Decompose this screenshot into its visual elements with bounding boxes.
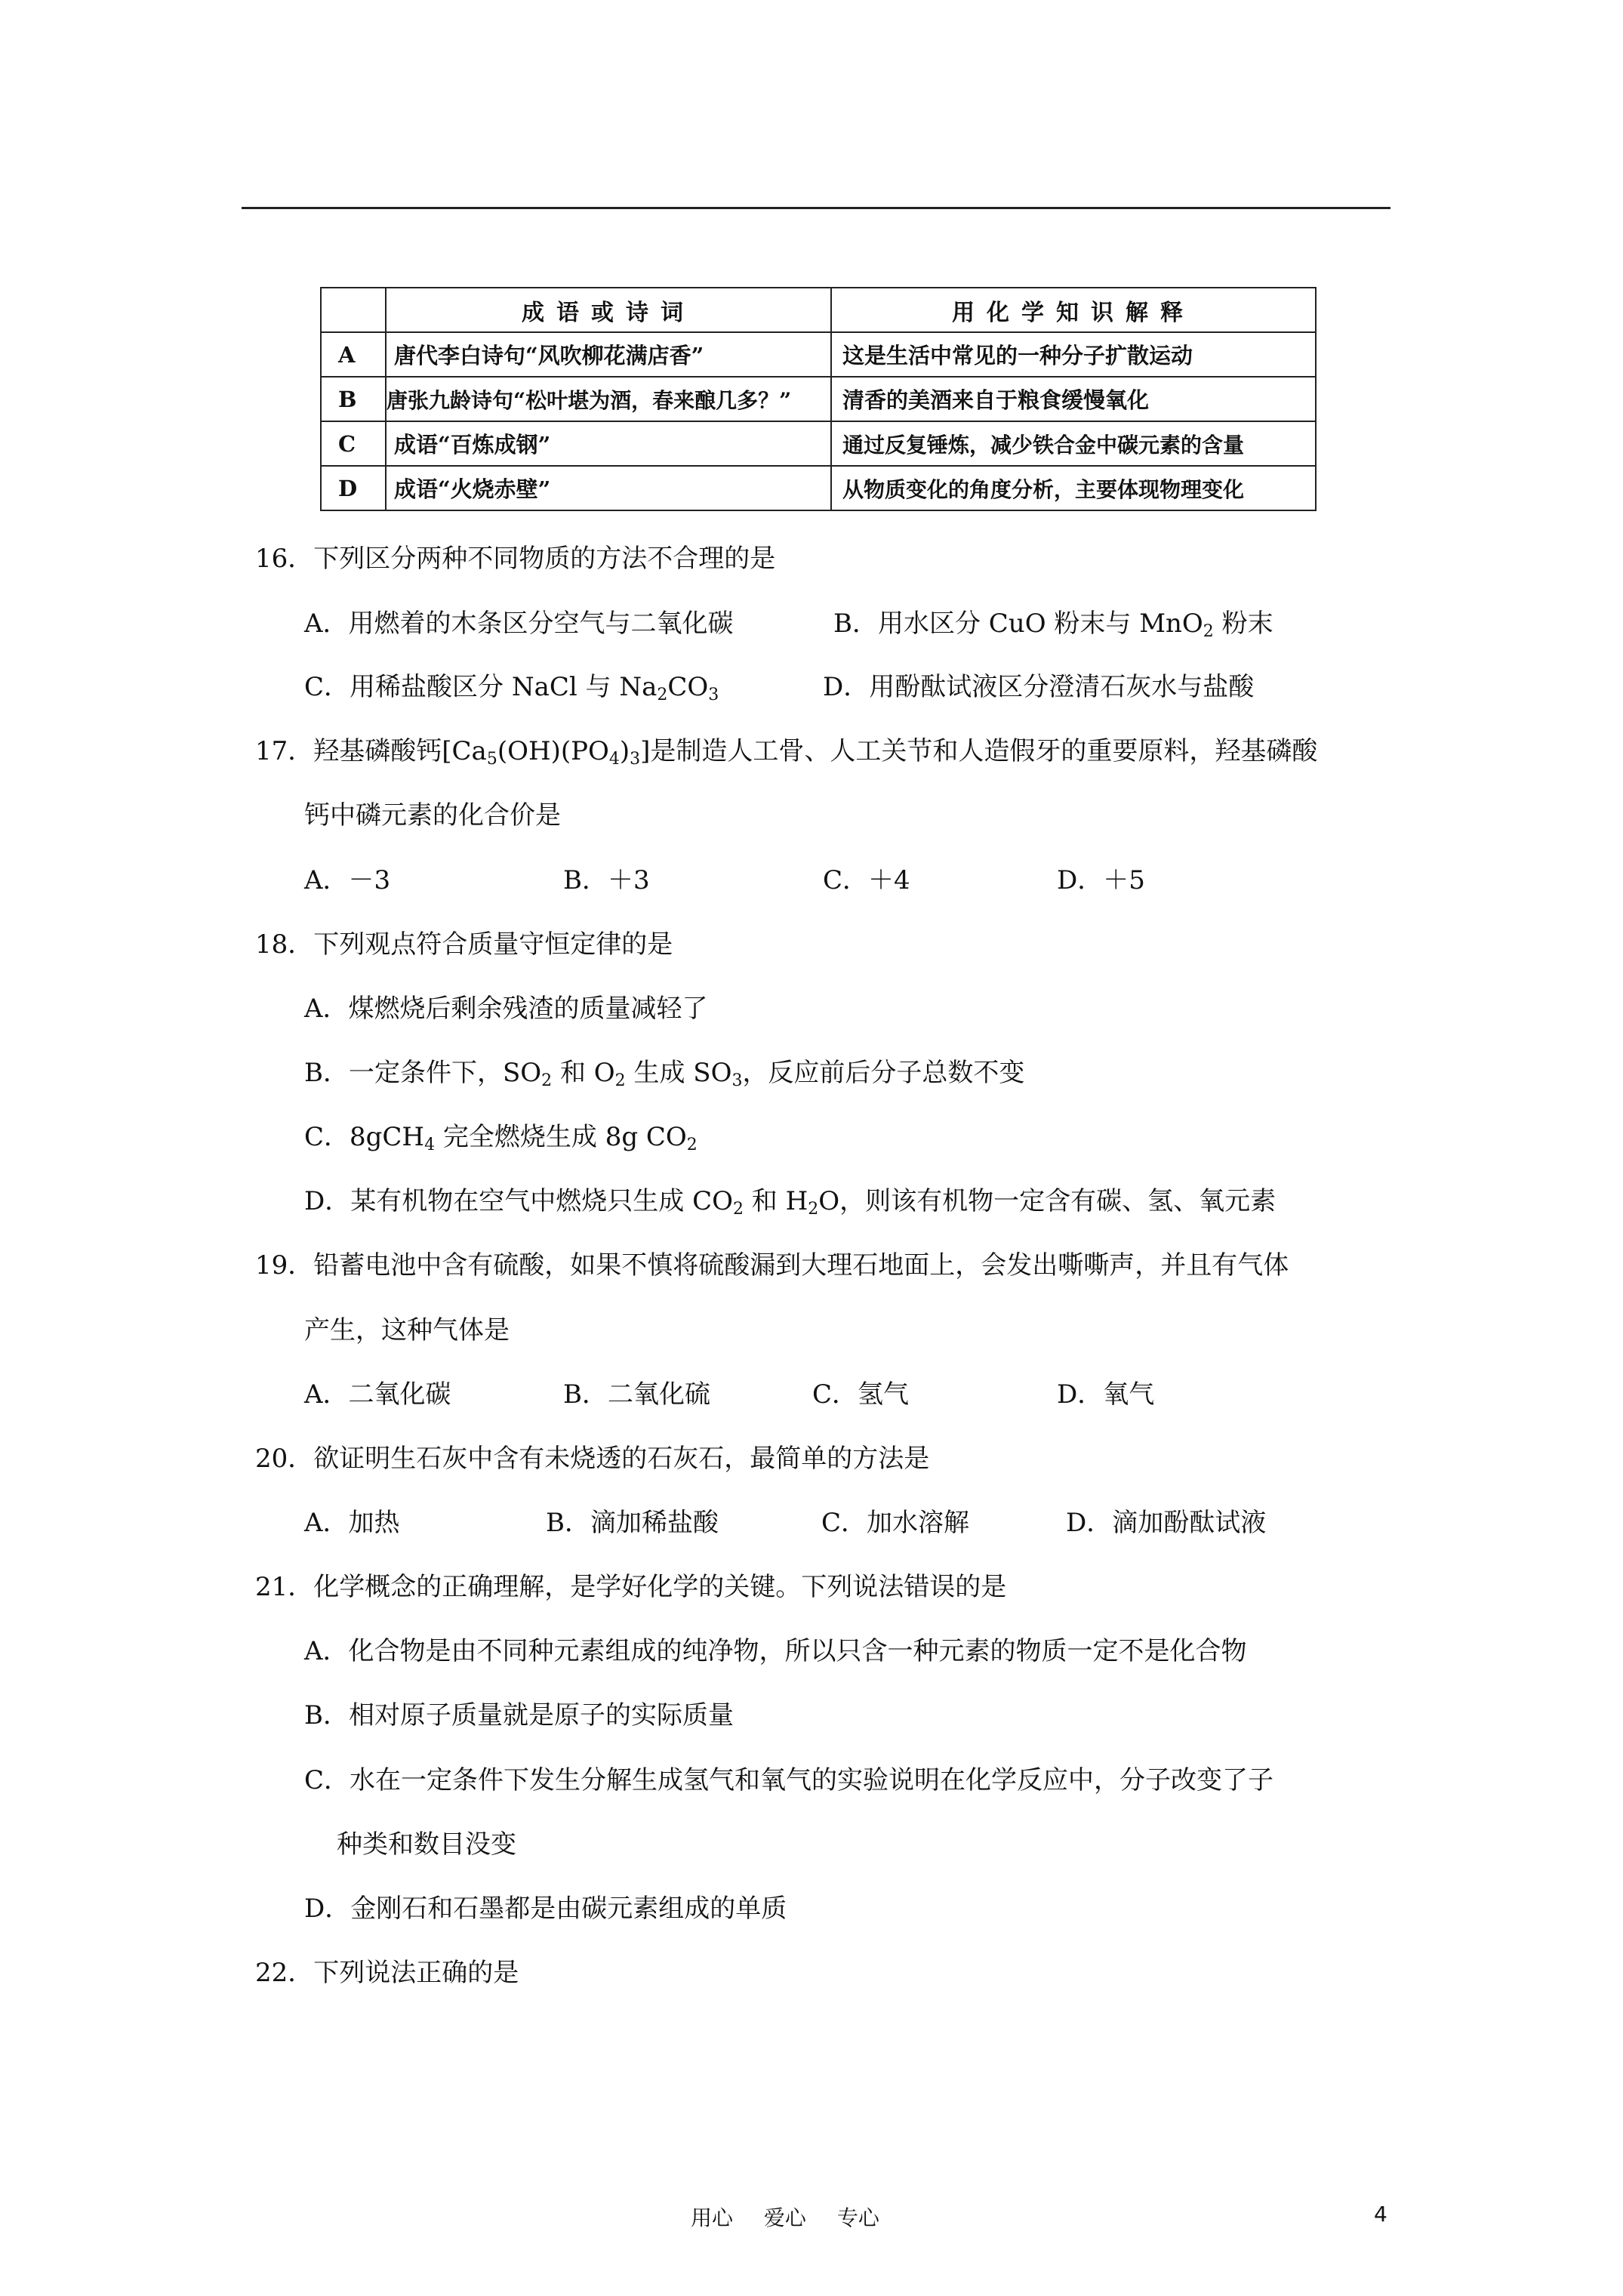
q19-option-c: C．氢气 bbox=[812, 1379, 910, 1410]
footer-text-left: 用心 bbox=[691, 2205, 734, 2230]
question-17-stem: 17．羟基磷酸钙$[Ca_5(OH)(PO_4)_3]$是制造人工骨、人工关节和人造假牙的重要原料，羟基磷酸 bbox=[255, 736, 1318, 769]
row-idiom: 唐张九龄诗句“松叶堪为酒，春来酿几多？” bbox=[386, 377, 831, 421]
q21-option-b: B．相对原子质量就是原子的实际质量 bbox=[304, 1700, 734, 1730]
q18-option-d: D．某有机物在空气中燃烧只生成 $CO_2$ 和 $H_2O$，则该有机物一定含有碳、氢、氧元素 bbox=[304, 1186, 1277, 1219]
q16-option-a: A．用燃着的木条区分空气与二氧化碳 bbox=[304, 609, 734, 639]
page-number: 4 bbox=[1374, 2202, 1387, 2227]
q19-option-b: B．二氧化硫 bbox=[563, 1379, 710, 1410]
row-idiom: 成语“百炼成钢” bbox=[386, 421, 831, 466]
question-19-stem: 19．铅蓄电池中含有硫酸，如果不慎将硫酸漏到大理石地面上，会发出嘶嘶声，并且有气体 bbox=[255, 1250, 1289, 1281]
q19-option-a: A．二氧化碳 bbox=[304, 1379, 451, 1410]
q18-option-c: C．8gCH$_4$ 完全燃烧生成 8g $CO_2$ bbox=[304, 1122, 698, 1154]
q20-option-d: D．滴加酚酞试液 bbox=[1066, 1508, 1267, 1538]
row-key: B bbox=[321, 377, 386, 421]
row-explanation: 这是生活中常见的一种分子扩散运动 bbox=[831, 332, 1316, 377]
question-21-stem: 21．化学概念的正确理解，是学好化学的关键。下列说法错误的是 bbox=[255, 1572, 1007, 1602]
q20-option-b: B．滴加稀盐酸 bbox=[546, 1508, 719, 1538]
table-row bbox=[321, 466, 1316, 510]
table-row bbox=[321, 377, 1316, 421]
row-explanation: 清香的美酒来自于粮食缓慢氧化 bbox=[831, 377, 1316, 421]
table-header-idiom: 成语或诗词 bbox=[386, 288, 831, 332]
q16-option-d: D．用酚酞试液区分澄清石灰水与盐酸 bbox=[823, 672, 1255, 702]
q20-option-a: A．加热 bbox=[304, 1508, 400, 1538]
table-row bbox=[321, 421, 1316, 466]
question-19-continuation: 产生，这种气体是 bbox=[304, 1315, 510, 1345]
q16-option-b: B．用水区分 CuO 粉末与 MnO$_2$ 粉末 bbox=[833, 609, 1273, 641]
table-row bbox=[321, 332, 1316, 377]
question-22-stem: 22．下列说法正确的是 bbox=[255, 1958, 519, 1988]
q21-option-d: D．金刚石和石墨都是由碳元素组成的单质 bbox=[304, 1894, 787, 1924]
question-18-stem: 18．下列观点符合质量守恒定律的是 bbox=[255, 929, 673, 960]
q18-option-b: B．一定条件下，$SO_2$ 和 $O_2$ 生成 $SO_3$，反应前后分子总数不变 bbox=[304, 1058, 1025, 1090]
page-footer bbox=[691, 2202, 904, 2232]
row-idiom: 成语“火烧赤壁” bbox=[386, 466, 831, 510]
row-idiom: 唐代李白诗句“风吹柳花满店香” bbox=[386, 332, 831, 377]
q17-option-b: B．＋3 bbox=[563, 865, 650, 895]
q17-option-c: C．＋4 bbox=[823, 865, 910, 895]
row-explanation: 通过反复锤炼，减少铁合金中碳元素的含量 bbox=[831, 421, 1316, 466]
q21-option-c: C．水在一定条件下发生分解生成氢气和氧气的实验说明在化学反应中，分子改变了子 bbox=[304, 1765, 1274, 1795]
q17-option-d: D．＋5 bbox=[1057, 865, 1145, 895]
question-17-continuation: 钙中磷元素的化合价是 bbox=[304, 800, 561, 831]
footer-text-middle: 爱心 bbox=[763, 2205, 806, 2230]
q21-option-a: A．化合物是由不同种元素组成的纯净物，所以只含一种元素的物质一定不是化合物 bbox=[304, 1636, 1247, 1666]
header-rule bbox=[242, 207, 1390, 209]
question-16-stem: 16．下列区分两种不同物质的方法不合理的是 bbox=[255, 544, 776, 574]
q16-option-c: C．用稀盐酸区分 NaCl 与 $Na_2CO_3$ bbox=[304, 672, 719, 704]
table-header-row bbox=[321, 288, 1316, 332]
row-key: C bbox=[321, 421, 386, 466]
idiom-table bbox=[320, 287, 1317, 511]
table-header-blank bbox=[321, 288, 386, 332]
q17-option-a: A．－3 bbox=[304, 865, 391, 895]
q19-option-d: D．氧气 bbox=[1057, 1379, 1155, 1410]
row-key: A bbox=[321, 332, 386, 377]
q21-option-c-continuation: 种类和数目没变 bbox=[337, 1829, 516, 1860]
question-20-stem: 20．欲证明生石灰中含有未烧透的石灰石，最简单的方法是 bbox=[255, 1444, 930, 1474]
row-key: D bbox=[321, 466, 386, 510]
row-explanation: 从物质变化的角度分析，主要体现物理变化 bbox=[831, 466, 1316, 510]
table-header-explanation: 用化学知识解释 bbox=[831, 288, 1316, 332]
q18-option-a: A．煤燃烧后剩余残渣的质量减轻了 bbox=[304, 994, 708, 1024]
footer-text-right: 专心 bbox=[836, 2205, 879, 2230]
q20-option-c: C．加水溶解 bbox=[821, 1508, 970, 1538]
